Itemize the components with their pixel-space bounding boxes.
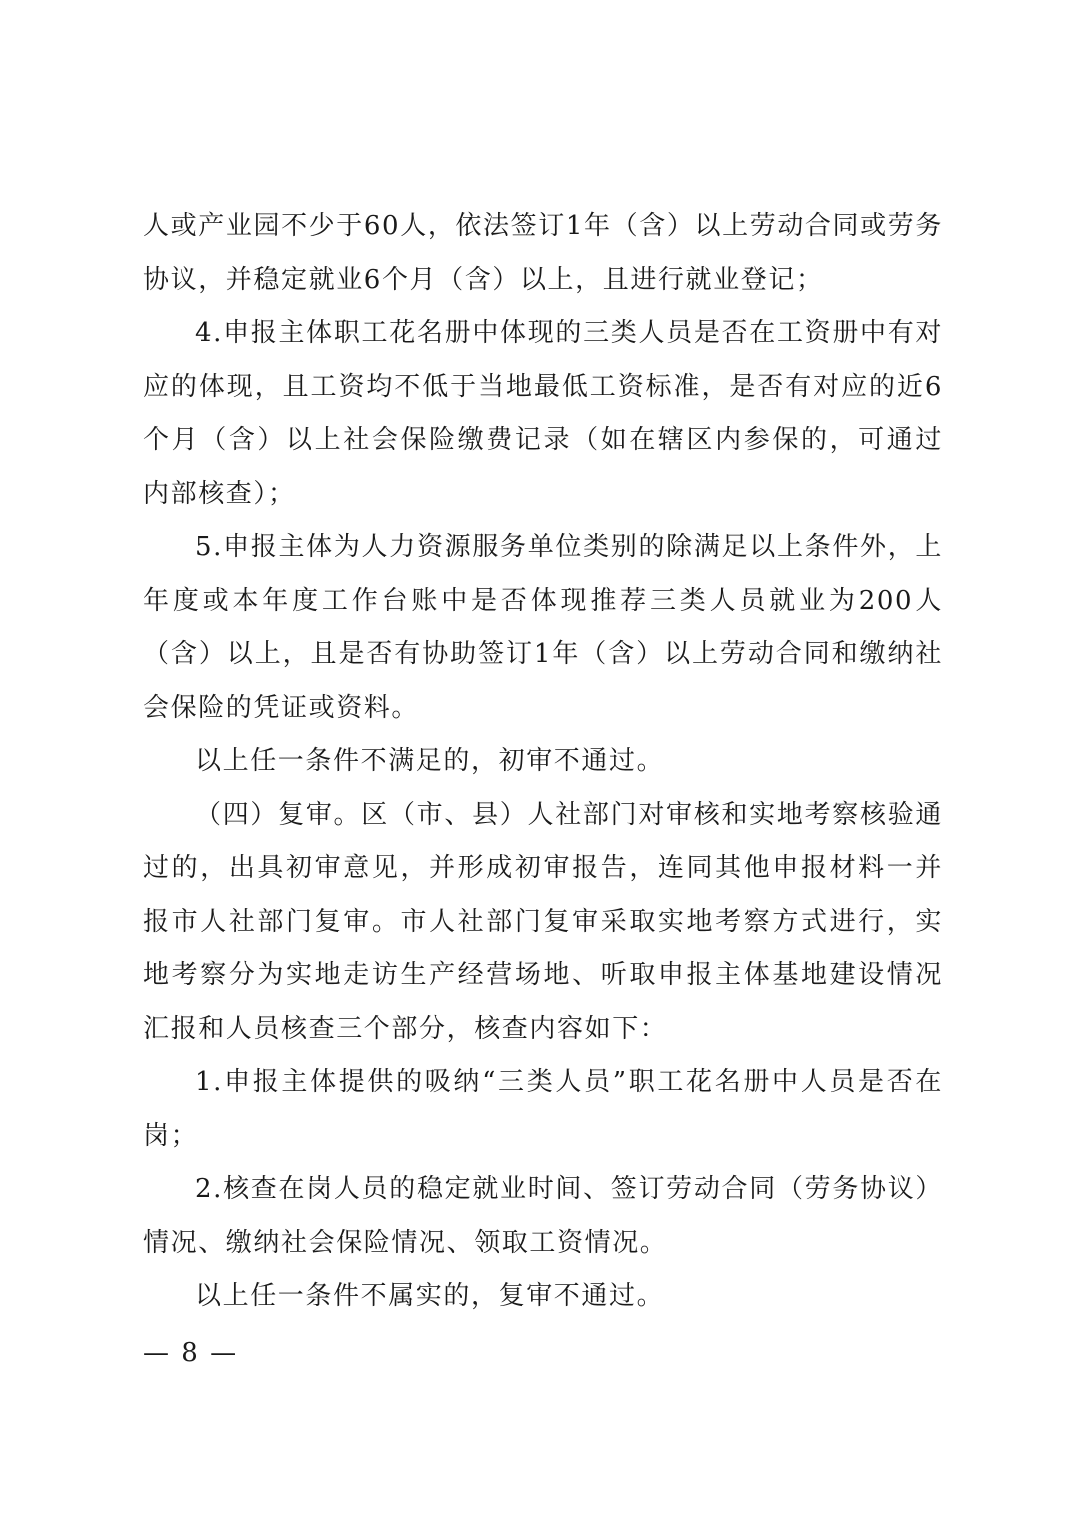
paragraph-check-item-2: 2.核查在岗人员的稳定就业时间、签订劳动合同（劳务协议）情况、缴纳社会保险情况、领取工资情况。 (143, 1174, 943, 1258)
paragraph-review-conclusion: 以上任一条件不属实的，复审不通过。 (195, 1281, 665, 1311)
document-body (143, 200, 943, 1324)
paragraph-initial-review-conclusion: 以上任一条件不满足的，初审不通过。 (195, 746, 665, 776)
paragraph-continuation: 人或产业园不少于60人，依法签订1年（含）以上劳动合同或劳务协议，并稳定就业6个月（含）以上，且进行就业登记； (143, 211, 943, 295)
page-number: — 8 — (143, 1338, 239, 1368)
paragraph-item-4: 4.申报主体职工花名册中体现的三类人员是否在工资册中有对应的体现，且工资均不低于当地最低工资标准，是否有对应的近6个月（含）以上社会保险缴费记录（如在辖区内参保的，可通过内部核查）； (143, 318, 943, 509)
paragraph-check-item-1: 1.申报主体提供的吸纳“三类人员”职工花名册中人员是否在岗； (143, 1067, 943, 1151)
paragraph-item-5: 5.申报主体为人力资源服务单位类别的除满足以上条件外，上年度或本年度工作台账中是否体现推荐三类人员就业为200人（含）以上，且是否有协助签订1年（含）以上劳动合同和缴纳社会保险的凭证或资料。 (143, 532, 943, 723)
paragraph-section-review: （四）复审。区（市、县）人社部门对审核和实地考察核验通过的，出具初审意见，并形成初审报告，连同其他申报材料一并报市人社部门复审。市人社部门复审采取实地考察方式进行，实地考察分为实地走访生产经营场地、听取申报主体基地建设情况汇报和人员核查三个部分，核查内容如下： (143, 799, 943, 1044)
